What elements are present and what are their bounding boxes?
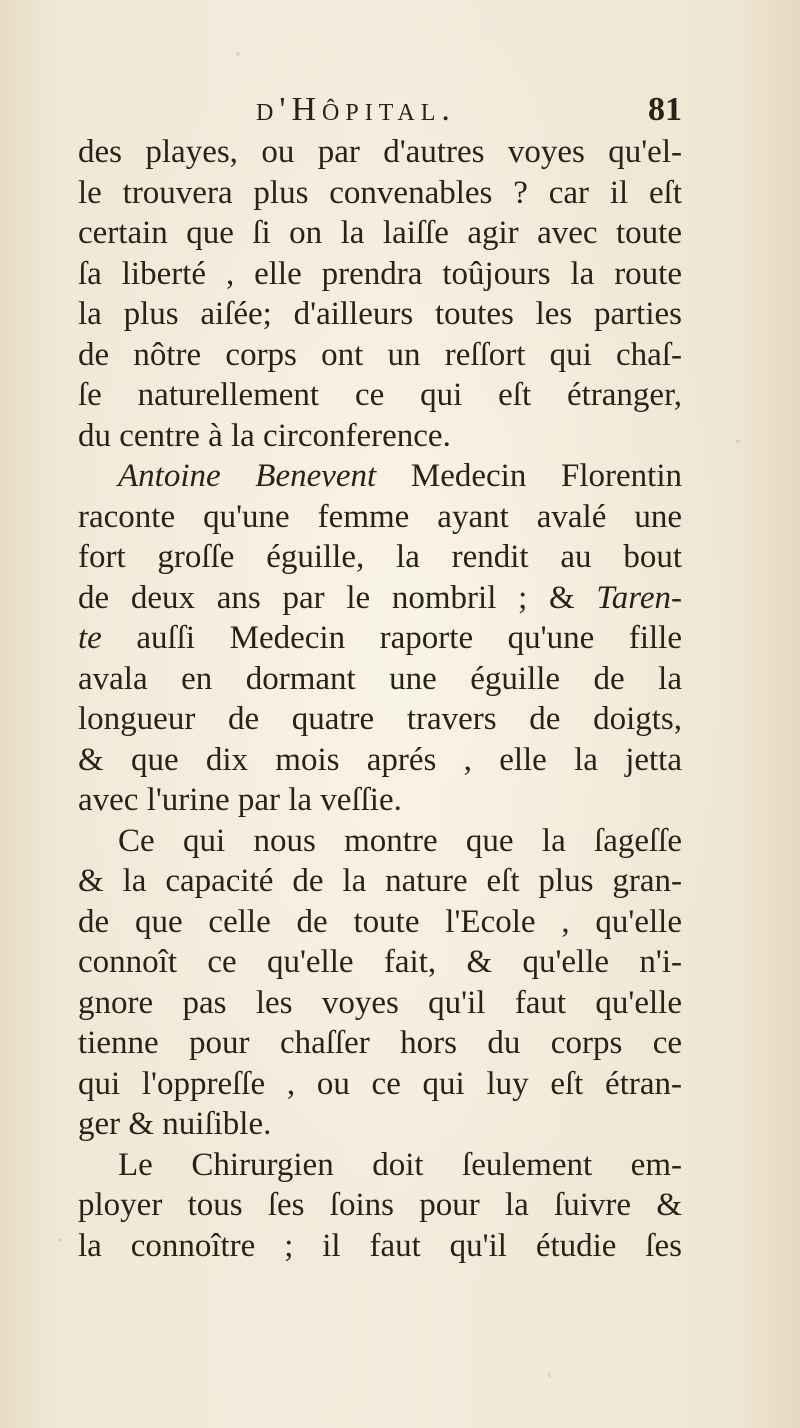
text-line: des playes, ou par d'autres voyes qu'el- <box>78 134 682 170</box>
body-text <box>78 132 682 1266</box>
text-line: avala en dormant une éguille de la <box>78 660 682 697</box>
paper-speck <box>58 1238 62 1242</box>
text-line: ſe naturellement ce qui eſt étranger, <box>78 377 682 413</box>
text-line: Ce qui nous montre que la ſageſſe <box>118 822 682 859</box>
text-line: qui l'oppreſſe , ou ce qui luy eſt étran- <box>78 1065 682 1102</box>
text-line: ſa liberté , elle prendra toûjours la route <box>78 255 682 292</box>
text-fragment: de deux ans par le nombril ; & <box>78 579 597 616</box>
text-line: Le Chirurgien doit ſeulement em- <box>118 1146 682 1183</box>
text-line: du centre à la circonference. <box>78 417 451 454</box>
paper-speck <box>548 1372 551 1378</box>
text-line: gnore pas les voyes qu'il faut qu'elle <box>78 984 682 1021</box>
italic-name: Taren- <box>596 579 682 616</box>
text-line: la connoître ; il faut qu'il étudie ſes <box>78 1227 682 1264</box>
text-line: & la capacité de la nature eſt plus gran- <box>78 863 682 899</box>
text-line: raconte qu'une femme ayant avalé une <box>78 498 682 535</box>
text-line: connoît ce qu'elle fait, & qu'elle n'i- <box>78 944 682 980</box>
text-line: longueur de quatre travers de doigts, <box>78 701 682 737</box>
text-line: fort groſſe éguille, la rendit au bout <box>78 539 682 575</box>
page-number: 81 <box>648 91 682 128</box>
text-fragment: Medecin Florentin <box>376 458 682 494</box>
text-fragment: auſſi Medecin raporte qu'une fille <box>101 620 682 656</box>
text-line: tienne pour chaſſer hors du corps ce <box>78 1025 682 1061</box>
text-line: avec l'urine par la veſſie. <box>78 782 402 818</box>
text-line: ger & nuiſible. <box>78 1106 272 1142</box>
running-title: d'Hôpital. <box>256 91 456 128</box>
text-line: de que celle de toute l'Ecole , qu'elle <box>78 903 682 940</box>
text-line: de nôtre corps ont un reſſort qui chaſ- <box>78 336 682 373</box>
text-line: la plus aiſée; d'ailleurs toutes les parties <box>78 296 682 332</box>
text-line: certain que ſi on la laiſſe agir avec toute <box>78 215 682 251</box>
running-head <box>78 88 682 132</box>
italic-name: te <box>78 620 102 656</box>
text-line: & que dix mois aprés , elle la jetta <box>78 741 682 778</box>
paper-speck <box>735 440 740 443</box>
italic-name: Antoine Benevent <box>118 458 377 494</box>
text-line <box>78 618 682 659</box>
text-line: ployer tous ſes ſoins pour la ſuivre & <box>78 1187 682 1223</box>
paper-speck <box>236 52 240 56</box>
text-line <box>78 456 682 497</box>
text-line <box>78 578 682 619</box>
text-line: le trouvera plus convenables ? car il eſt <box>78 174 682 211</box>
